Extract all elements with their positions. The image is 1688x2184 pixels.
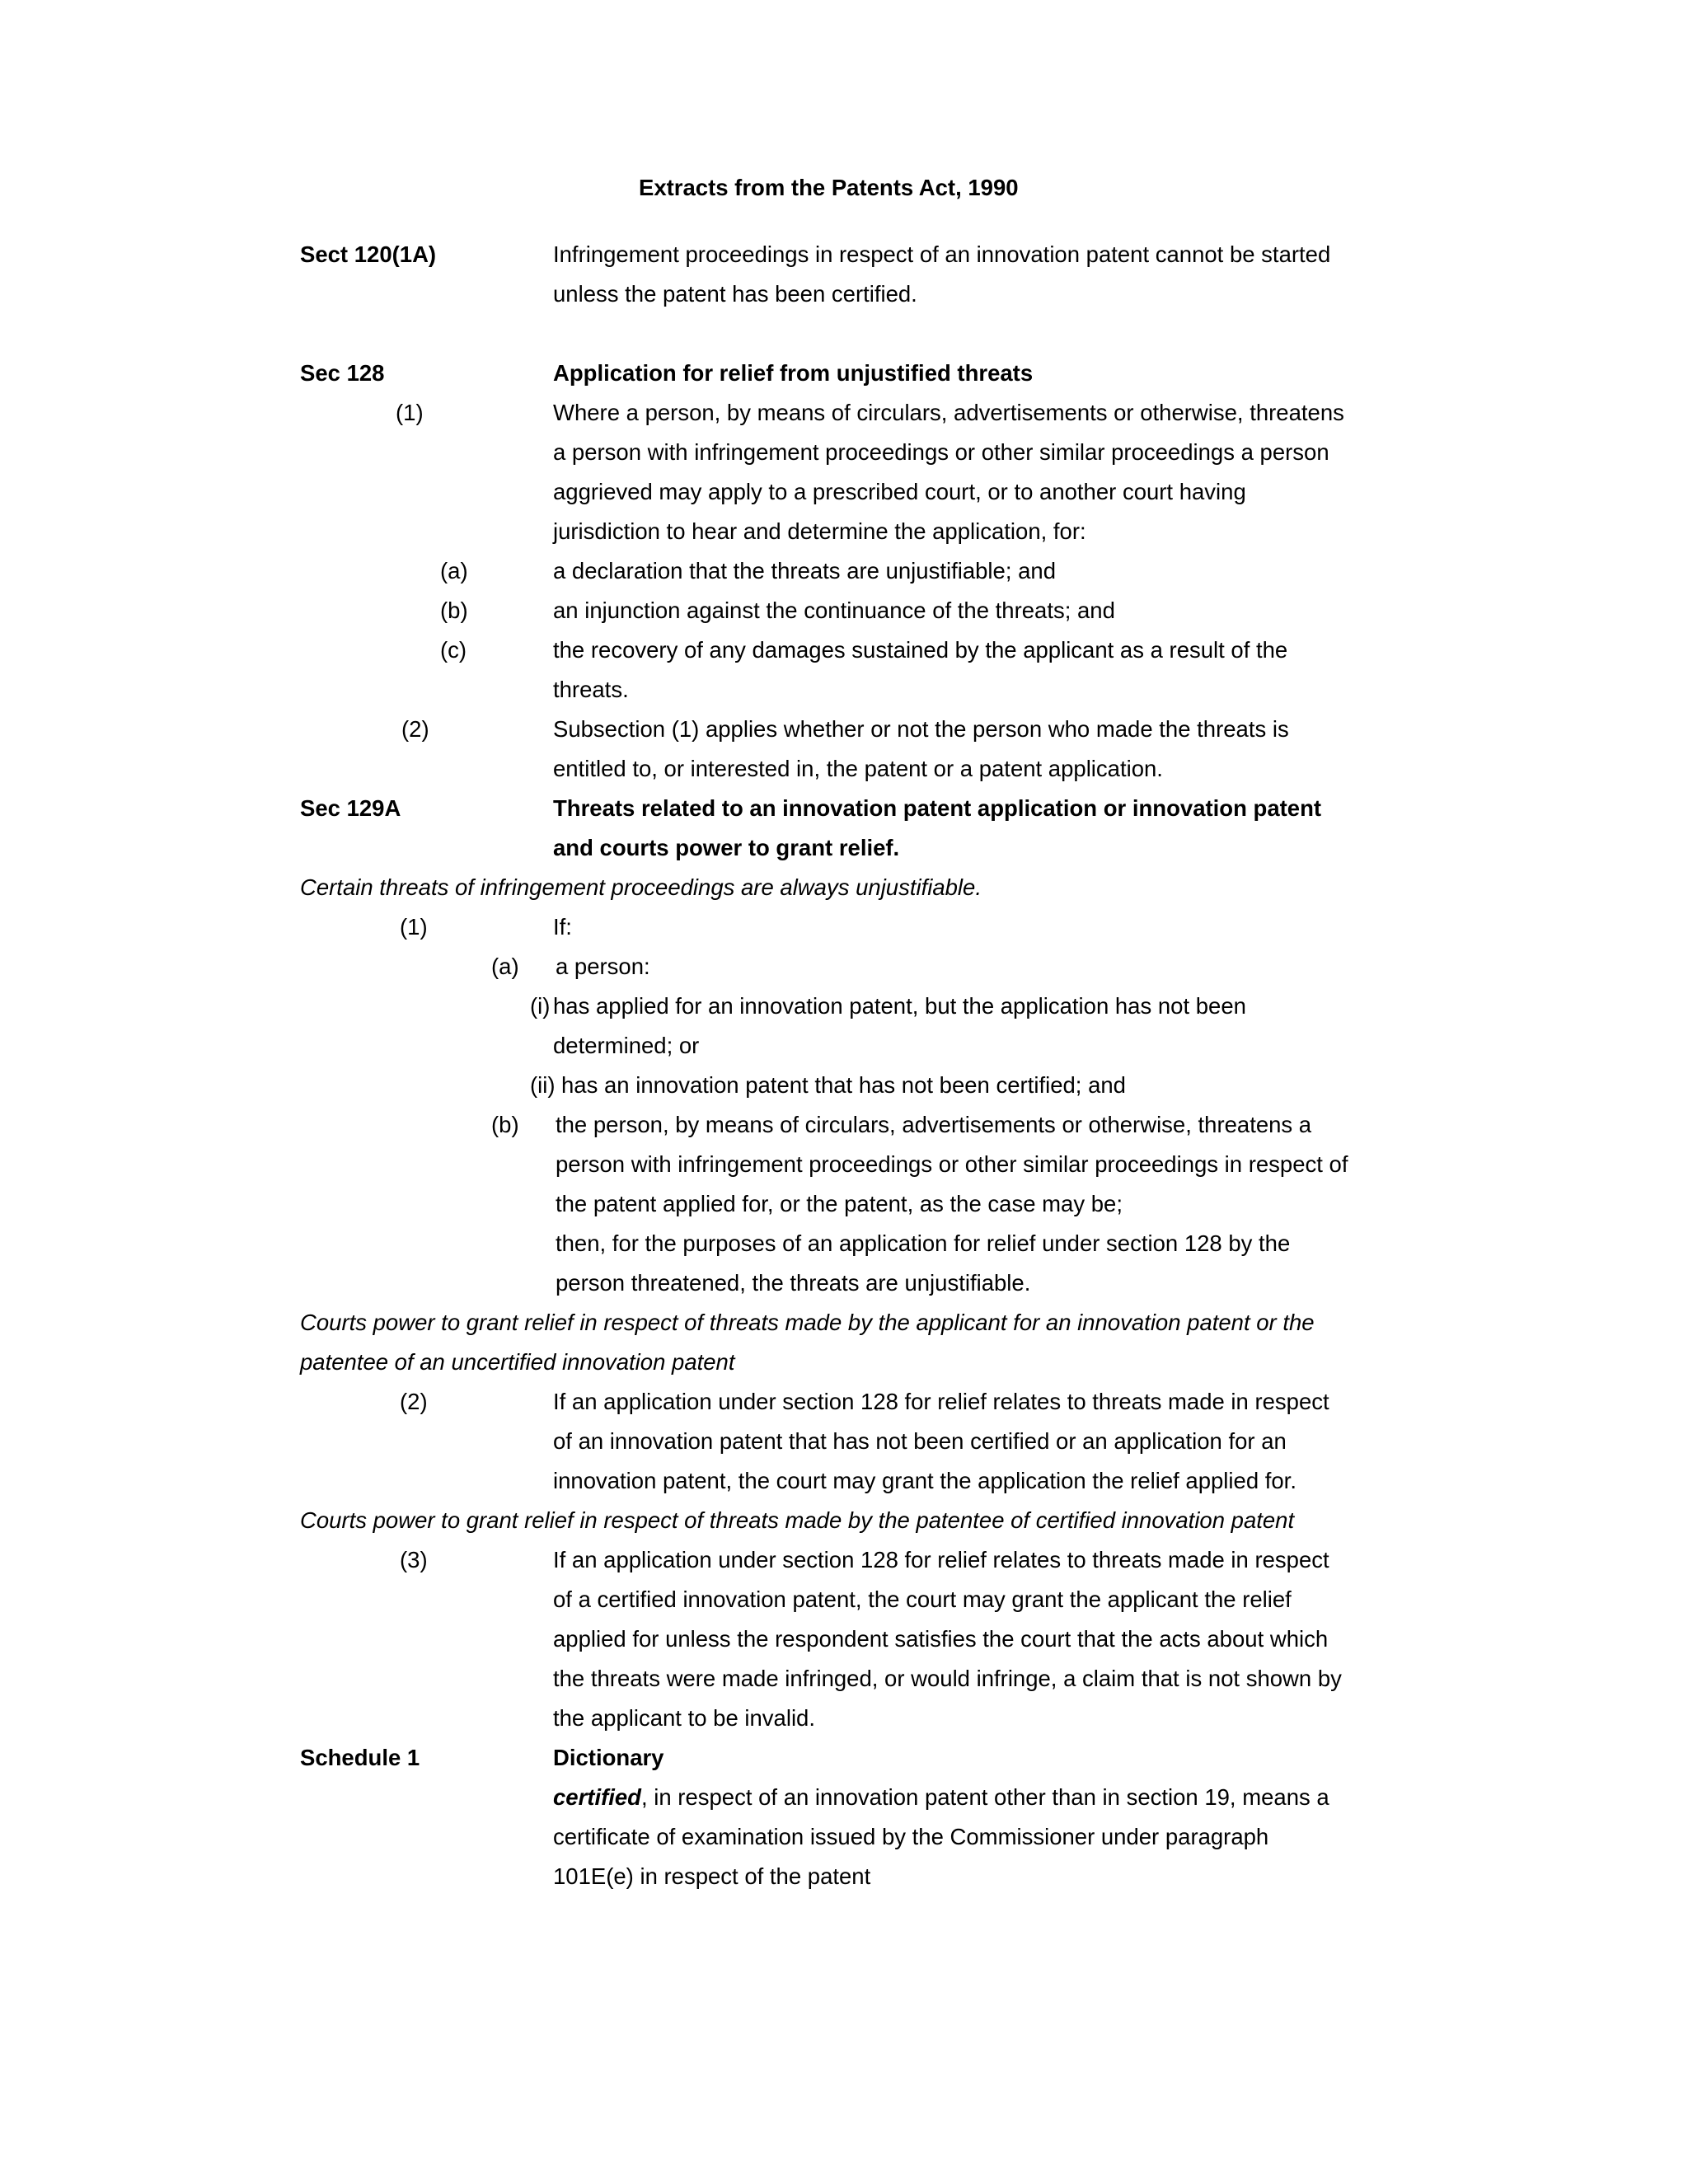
definition-line: certificate of examination issued by the Commissioner under paragraph bbox=[553, 1824, 1269, 1849]
sec129a-s3-line: the threats were made infringed, or would infringe, a claim that is not shown by bbox=[553, 1666, 1342, 1691]
marginal-note: Certain threats of infringement proceedings are always unjustifiable. bbox=[300, 874, 982, 900]
paragraph-number: (c) bbox=[440, 637, 467, 663]
sec128-heading: Application for relief from unjustified threats bbox=[553, 360, 1034, 386]
sec129a-s1-if: If: bbox=[553, 914, 572, 940]
sec129a-s2-line: innovation patent, the court may grant the application the relief applied for. bbox=[553, 1468, 1296, 1493]
definition-line: 101E(e) in respect of the patent bbox=[553, 1863, 871, 1889]
definition-line bbox=[553, 1786, 1329, 1809]
paragraph-number: (b) bbox=[440, 598, 468, 623]
sec129a-s3-line: applied for unless the respondent satisfies the court that the acts about which bbox=[553, 1626, 1329, 1652]
sec129a-s3-line: the applicant to be invalid. bbox=[553, 1705, 815, 1731]
sec129a-s3-line: of a certified innovation patent, the court may grant the applicant the relief bbox=[553, 1586, 1292, 1612]
sec129a-heading-line: and courts power to grant relief. bbox=[553, 835, 900, 860]
subparagraph-number: (ii) bbox=[530, 1072, 556, 1098]
sec129a-subparagraph-i-line: has applied for an innovation patent, but the application has not been bbox=[553, 993, 1246, 1019]
sec129a-paragraph-b-line: the patent applied for, or the patent, as the case may be; bbox=[556, 1191, 1123, 1216]
marginal-note: patentee of an uncertified innovation patent bbox=[300, 1349, 735, 1375]
section-label-129a: Sec 129A bbox=[300, 795, 401, 821]
document-title: Extracts from the Patents Act, 1990 bbox=[639, 175, 1019, 200]
marginal-note: Courts power to grant relief in respect of threats made by the applicant for an innovation patent or the bbox=[300, 1310, 1315, 1335]
sec120-text-line: unless the patent has been certified. bbox=[553, 281, 917, 307]
sec128-s1-line: a person with infringement proceedings or other similar proceedings a person bbox=[553, 439, 1329, 465]
sec129a-paragraph-b-line: person with infringement proceedings or other similar proceedings in respect of bbox=[556, 1151, 1348, 1177]
sec120-text-line: Infringement proceedings in respect of an innovation patent cannot be started bbox=[553, 241, 1331, 267]
subsection-number: (1) bbox=[400, 914, 428, 940]
sec128-paragraph-a: a declaration that the threats are unjustifiable; and bbox=[553, 558, 1056, 583]
sec128-s2-line: Subsection (1) applies whether or not the person who made the threats is bbox=[553, 716, 1289, 742]
subparagraph-number: (i) bbox=[530, 993, 551, 1019]
section-label-120: Sect 120(1A) bbox=[300, 241, 437, 267]
subsection-number: (3) bbox=[400, 1547, 428, 1572]
sec129a-paragraph-b-line: the person, by means of circulars, advertisements or otherwise, threatens a bbox=[556, 1112, 1312, 1137]
sec128-s1-line: aggrieved may apply to a prescribed court, or to another court having bbox=[553, 479, 1246, 504]
sec128-s1-line: jurisdiction to hear and determine the application, for: bbox=[553, 518, 1086, 544]
sec129a-paragraph-a: a person: bbox=[556, 954, 650, 979]
subsection-number: (2) bbox=[401, 716, 429, 742]
subsection-number: (2) bbox=[400, 1389, 428, 1414]
defined-term: certified bbox=[553, 1784, 641, 1810]
section-label-schedule-1: Schedule 1 bbox=[300, 1745, 420, 1770]
schedule1-heading: Dictionary bbox=[553, 1745, 664, 1770]
sec128-paragraph-c-line: the recovery of any damages sustained by the applicant as a result of the bbox=[553, 637, 1288, 663]
sec129a-paragraph-b-line: person threatened, the threats are unjustifiable. bbox=[556, 1270, 1031, 1296]
sec129a-s3-line: If an application under section 128 for relief relates to threats made in respect bbox=[553, 1547, 1329, 1572]
sec129a-heading-line: Threats related to an innovation patent application or innovation patent bbox=[553, 795, 1322, 821]
paragraph-number: (a) bbox=[491, 954, 519, 979]
paragraph-number: (a) bbox=[440, 558, 468, 583]
sec129a-s2-line: If an application under section 128 for relief relates to threats made in respect bbox=[553, 1389, 1329, 1414]
sec129a-s2-line: of an innovation patent that has not been certified or an application for an bbox=[553, 1428, 1287, 1454]
definition-text: , in respect of an innovation patent other than in section 19, means a bbox=[640, 1784, 1329, 1810]
sec128-paragraph-b: an injunction against the continuance of the threats; and bbox=[553, 598, 1115, 623]
subsection-number: (1) bbox=[396, 400, 424, 425]
marginal-note: Courts power to grant relief in respect of threats made by the patentee of certified innovation patent bbox=[300, 1507, 1295, 1533]
paragraph-number: (b) bbox=[491, 1112, 519, 1137]
section-label-128: Sec 128 bbox=[300, 360, 385, 386]
sec129a-subparagraph-ii: has an innovation patent that has not been certified; and bbox=[561, 1072, 1126, 1098]
sec128-paragraph-c-line: threats. bbox=[553, 677, 629, 702]
sec129a-subparagraph-i-line: determined; or bbox=[553, 1033, 700, 1058]
sec128-s1-line: Where a person, by means of circulars, advertisements or otherwise, threatens bbox=[553, 400, 1344, 425]
sec129a-paragraph-b-line: then, for the purposes of an application for relief under section 128 by the bbox=[556, 1230, 1291, 1256]
sec128-s2-line: entitled to, or interested in, the patent or a patent application. bbox=[553, 756, 1163, 781]
